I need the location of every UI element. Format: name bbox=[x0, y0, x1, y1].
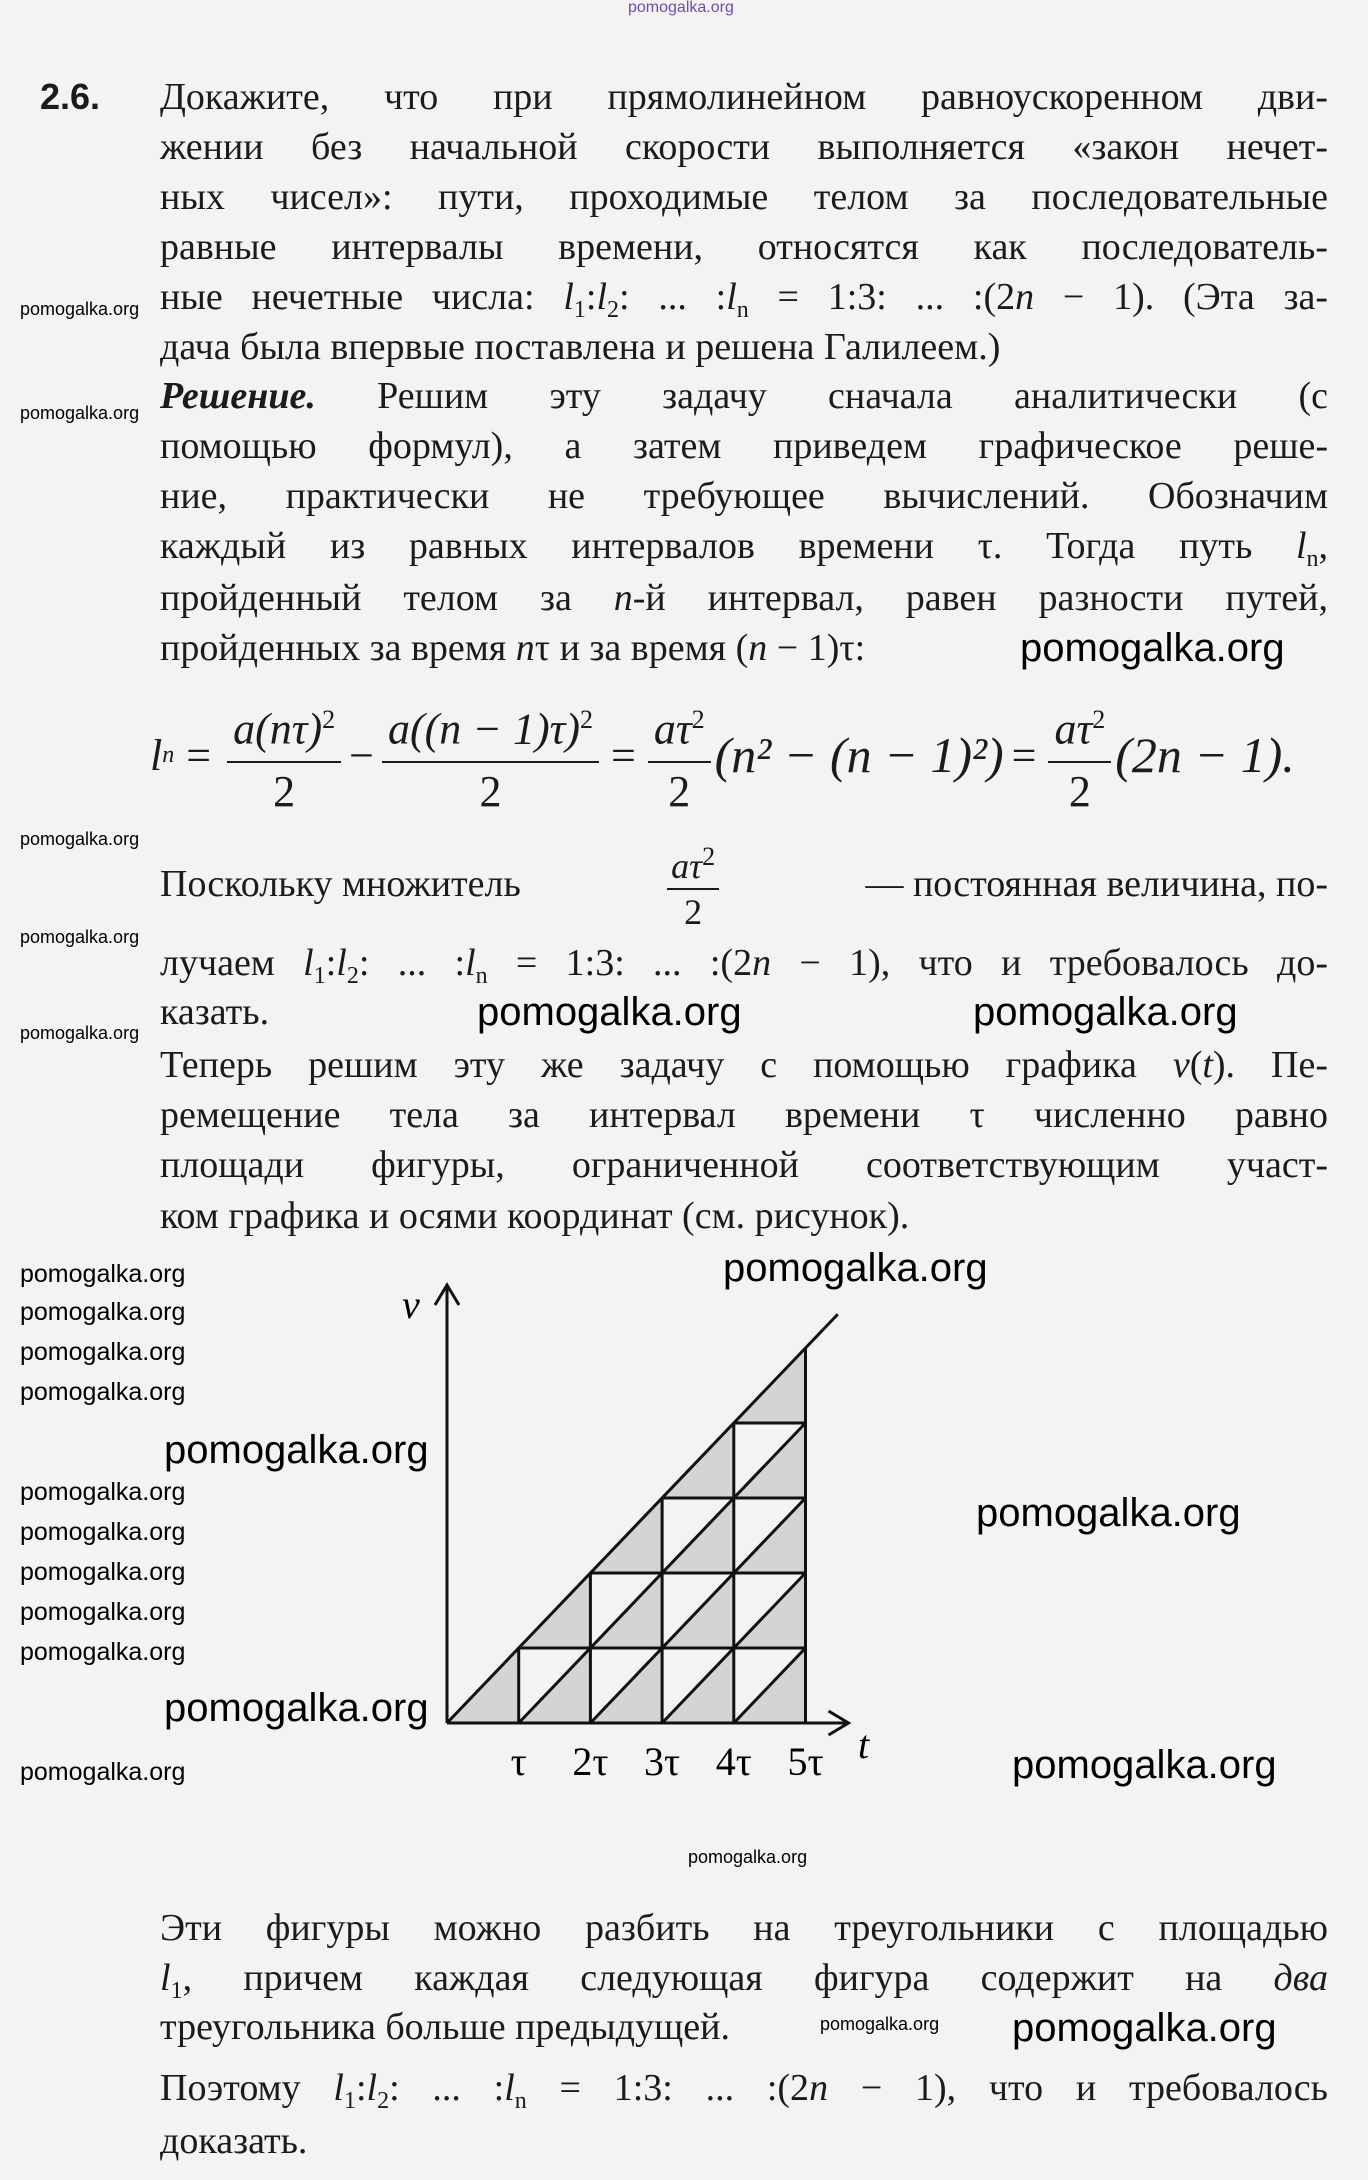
text-line: ных чисел»: пути, проходимые телом за последовательные bbox=[160, 176, 1328, 218]
text-line: Теперь решим эту же задачу с помощью графика v(t). Пе- bbox=[160, 1044, 1328, 1086]
watermark: pomogalka.org bbox=[20, 403, 140, 423]
text-line: ние, практически не требующее вычислений. Обозначим bbox=[160, 475, 1328, 517]
velocity-time-figure bbox=[380, 1260, 1000, 1880]
text-line: ремещение тела за интервал времени τ численно равно bbox=[160, 1094, 1328, 1136]
text-line: лучаем $l_1:l_2$: ... $:l_n$ = 1:3: ... :(2n − 1), что и требовалось до- bbox=[160, 942, 1329, 989]
watermark: pomogalka.org bbox=[1012, 1743, 1277, 1787]
text-line: жении без начальной скорости выполняется «закон нечет- bbox=[160, 126, 1328, 168]
text-line: дача была впервые поставлена и решена Галилеем.) bbox=[160, 326, 1001, 368]
header-watermark: pomogalka.org bbox=[628, 0, 734, 16]
text-line: Докажите, что при прямолинейном равноускоренном дви- bbox=[160, 76, 1328, 118]
watermark: pomogalka.org bbox=[688, 1847, 808, 1867]
watermark: pomogalka.org bbox=[1020, 626, 1285, 670]
text-line: площади фигуры, ограниченной соответствующим участ- bbox=[160, 1144, 1328, 1186]
watermark: pomogalka.org bbox=[20, 299, 140, 319]
text-line: Эти фигуры можно разбить на треугольники с площадью bbox=[160, 1907, 1328, 1949]
watermark: pomogalka.org bbox=[20, 829, 140, 849]
text-line: $l_1$, причем каждая следующая фигура содержит на два bbox=[160, 1957, 1328, 2004]
t-axis-label: t bbox=[858, 1722, 870, 1767]
text-line: помощью формул), а затем приведем графическое реше- bbox=[160, 425, 1328, 467]
watermark: pomogalka.org bbox=[164, 1428, 429, 1472]
text-line: треугольника больше предыдущей. bbox=[160, 2006, 730, 2048]
watermark: pomogalka.org bbox=[20, 1298, 186, 1326]
watermark: pomogalka.org bbox=[20, 1518, 186, 1546]
text-line: казать. bbox=[160, 991, 270, 1033]
watermark: pomogalka.org bbox=[20, 1558, 186, 1586]
velocity-line bbox=[447, 1314, 838, 1723]
watermark: pomogalka.org bbox=[820, 2014, 940, 2034]
text-line: доказать. bbox=[160, 2120, 308, 2162]
text-line: Решение. Решим эту задачу сначала аналитически (с bbox=[160, 375, 1328, 417]
tick-label: 5τ bbox=[787, 1739, 824, 1784]
tick-label: 3τ bbox=[644, 1739, 681, 1784]
watermark: pomogalka.org bbox=[20, 927, 140, 947]
watermark: pomogalka.org bbox=[20, 1598, 186, 1626]
text-line: пройденных за время nτ и за время (n − 1)τ: bbox=[160, 627, 866, 669]
text-line: Поскольку множитель $a\tau^2$ 2 — постоянная величина, по- bbox=[160, 838, 1328, 930]
watermark: pomogalka.org bbox=[20, 1338, 186, 1366]
tick-label: 2τ bbox=[572, 1739, 609, 1784]
v-axis-label: v bbox=[402, 1282, 420, 1327]
watermark: pomogalka.org bbox=[723, 1246, 988, 1290]
watermark: pomogalka.org bbox=[20, 1478, 186, 1506]
problem-number: 2.6. bbox=[40, 76, 101, 117]
factor-fraction: $a\tau^2$ 2 bbox=[667, 835, 719, 934]
text-line: каждый из равных интервалов времени τ. Тогда путь $l_n$, bbox=[160, 525, 1328, 572]
text-line: ные нечетные числа: $l_1:l_2$: ... $:l_n$ = 1:3: ... :(2n − 1). (Эта за- bbox=[160, 276, 1329, 323]
text-line: пройденный телом за n-й интервал, равен разности путей, bbox=[160, 577, 1329, 619]
watermark: pomogalka.org bbox=[973, 990, 1238, 1034]
solution-label: Решение. bbox=[160, 375, 316, 417]
tick-label: 4τ bbox=[715, 1739, 752, 1784]
ratio-expression: $l_1:l_2$: ... $:l_n$ = 1:3: ... :(2n − 1) bbox=[563, 276, 1145, 323]
watermark: pomogalka.org bbox=[976, 1491, 1241, 1535]
watermark: pomogalka.org bbox=[20, 1638, 186, 1666]
text-line: равные интервалы времени, относятся как последователь- bbox=[160, 226, 1328, 268]
watermark: pomogalka.org bbox=[20, 1758, 186, 1786]
watermark: pomogalka.org bbox=[164, 1686, 429, 1730]
text-line: ком графика и осями координат (см. рисунок). bbox=[160, 1195, 910, 1237]
watermark: pomogalka.org bbox=[20, 1260, 186, 1288]
tick-label: τ bbox=[510, 1739, 527, 1784]
text-line: Поэтому $l_1:l_2$: ... $:l_n$ = 1:3: ... :(2n − 1), что и требовалось bbox=[160, 2067, 1328, 2114]
watermark: pomogalka.org bbox=[477, 990, 742, 1034]
watermark: pomogalka.org bbox=[20, 1023, 140, 1043]
watermark: pomogalka.org bbox=[20, 1378, 186, 1406]
watermark: pomogalka.org bbox=[1012, 2006, 1277, 2050]
main-formula: l n = $\frac{a(n\tau)^2}{2}$ − $\frac{a((n - 1)\tau)^2}{2}$ = $\frac{a\tau^2}{2}$ (n² − (n − 1)²) = $\frac{a\tau^2}{2}$ (2n − 1). bbox=[150, 690, 1330, 820]
